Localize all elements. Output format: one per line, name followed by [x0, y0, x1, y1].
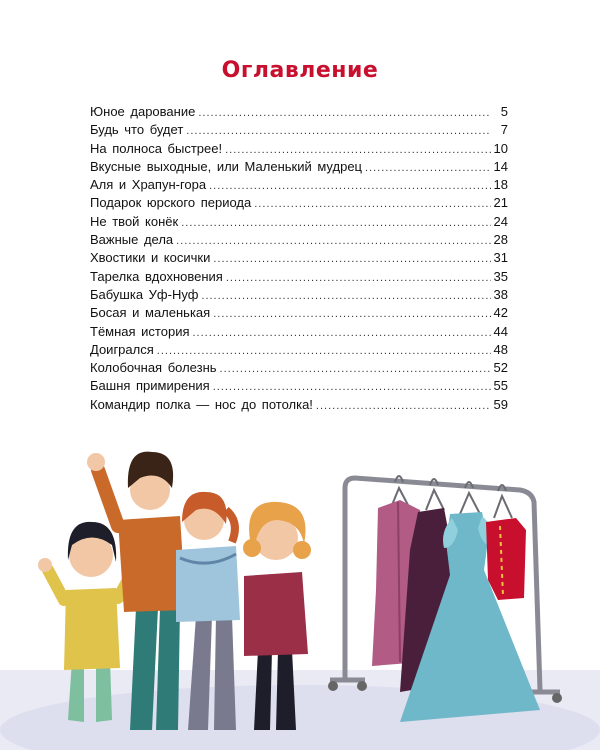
toc-entry: [90, 122, 508, 140]
toc-entry: [90, 269, 508, 287]
toc-entry-title: Командир полка — нос до потолка!: [90, 396, 313, 412]
toc-entry-title: Подарок юрского периода: [90, 195, 252, 211]
toc-entry-page: 38: [493, 286, 508, 302]
toc-entry: [90, 177, 508, 195]
toc-leader-dots: [198, 107, 491, 119]
toc-entry: [90, 324, 508, 342]
toc-entry-title: Хвостики и косички: [90, 250, 211, 266]
toc-leader-dots: [316, 400, 491, 412]
toc-leader-dots: [365, 162, 491, 174]
toc-entry: [90, 378, 508, 396]
toc-leader-dots: [209, 180, 490, 192]
toc-leader-dots: [186, 125, 491, 137]
red-jacket: [486, 518, 526, 600]
toc-entry-title: Важные дела: [90, 232, 174, 248]
toc-leader-dots: [254, 198, 490, 210]
toc-entry: [90, 104, 508, 122]
toc-entry: [90, 232, 508, 250]
toc-leader-dots: [213, 308, 490, 320]
toc-entry-page: 21: [493, 195, 508, 211]
toc-leader-dots: [220, 363, 491, 375]
toc-leader-dots: [157, 345, 491, 357]
toc-entry: [90, 159, 508, 177]
toc-entry-page: 42: [493, 305, 508, 321]
children-and-costume-rack-illustration: [0, 430, 600, 750]
toc-entry: [90, 250, 508, 268]
toc-entry: [90, 214, 508, 232]
toc-entry-page: 14: [493, 158, 508, 174]
toc-entry: [90, 342, 508, 360]
toc-leader-dots: [225, 144, 490, 156]
toc-entry-page: 52: [493, 360, 508, 376]
toc-entry-title: Аля и Храпун-гора: [90, 177, 207, 193]
toc-entry: [90, 195, 508, 213]
toc-entry-title: Колобочная болезнь: [90, 360, 217, 376]
toc-entry-page: 31: [493, 250, 508, 266]
toc-entry-page: 59: [493, 396, 508, 412]
toc-leader-dots: [176, 235, 490, 247]
toc-entry-title: Босая и маленькая: [90, 305, 211, 321]
toc-entry-title: Тарелка вдохновения: [90, 268, 223, 284]
toc-entry-title: Доигрался: [90, 341, 154, 357]
toc-entry-title: Будь что будет: [90, 122, 184, 138]
table-of-contents: [90, 104, 508, 415]
toc-entry-page: 35: [493, 268, 508, 284]
toc-entry-page: 48: [493, 341, 508, 357]
toc-entry-title: Башня примирения: [90, 378, 210, 394]
toc-entry-title: На полноса быстрее!: [90, 140, 223, 156]
toc-entry-title: Бабушка Уф-Нуф: [90, 286, 199, 302]
toc-entry-title: Тёмная история: [90, 323, 190, 339]
toc-entry-title: Вкусные выходные, или Маленький мудрец: [90, 158, 362, 174]
toc-entry-page: 24: [493, 213, 508, 229]
toc-leader-dots: [226, 272, 491, 284]
toc-entry-page: 7: [500, 122, 508, 138]
toc-entry: [90, 305, 508, 323]
toc-entry: [90, 141, 508, 159]
toc-entry: [90, 360, 508, 378]
toc-leader-dots: [201, 290, 490, 302]
toc-entry-page: 28: [493, 232, 508, 248]
toc-entry-page: 55: [493, 378, 508, 394]
toc-leader-dots: [213, 381, 491, 393]
toc-leader-dots: [193, 327, 491, 339]
toc-entry-title: Юное дарование: [90, 104, 196, 119]
toc-entry-page: 18: [493, 177, 508, 193]
toc-entry-page: 5: [500, 104, 508, 119]
toc-entry-page: 10: [493, 140, 508, 156]
toc-entry: [90, 287, 508, 305]
toc-entry-page: 44: [493, 323, 508, 339]
toc-leader-dots: [213, 253, 490, 265]
toc-entry-title: Не твой конёк: [90, 213, 179, 229]
toc-entry: [90, 397, 508, 415]
page-title: Оглавление: [221, 58, 379, 83]
toc-leader-dots: [181, 217, 490, 229]
